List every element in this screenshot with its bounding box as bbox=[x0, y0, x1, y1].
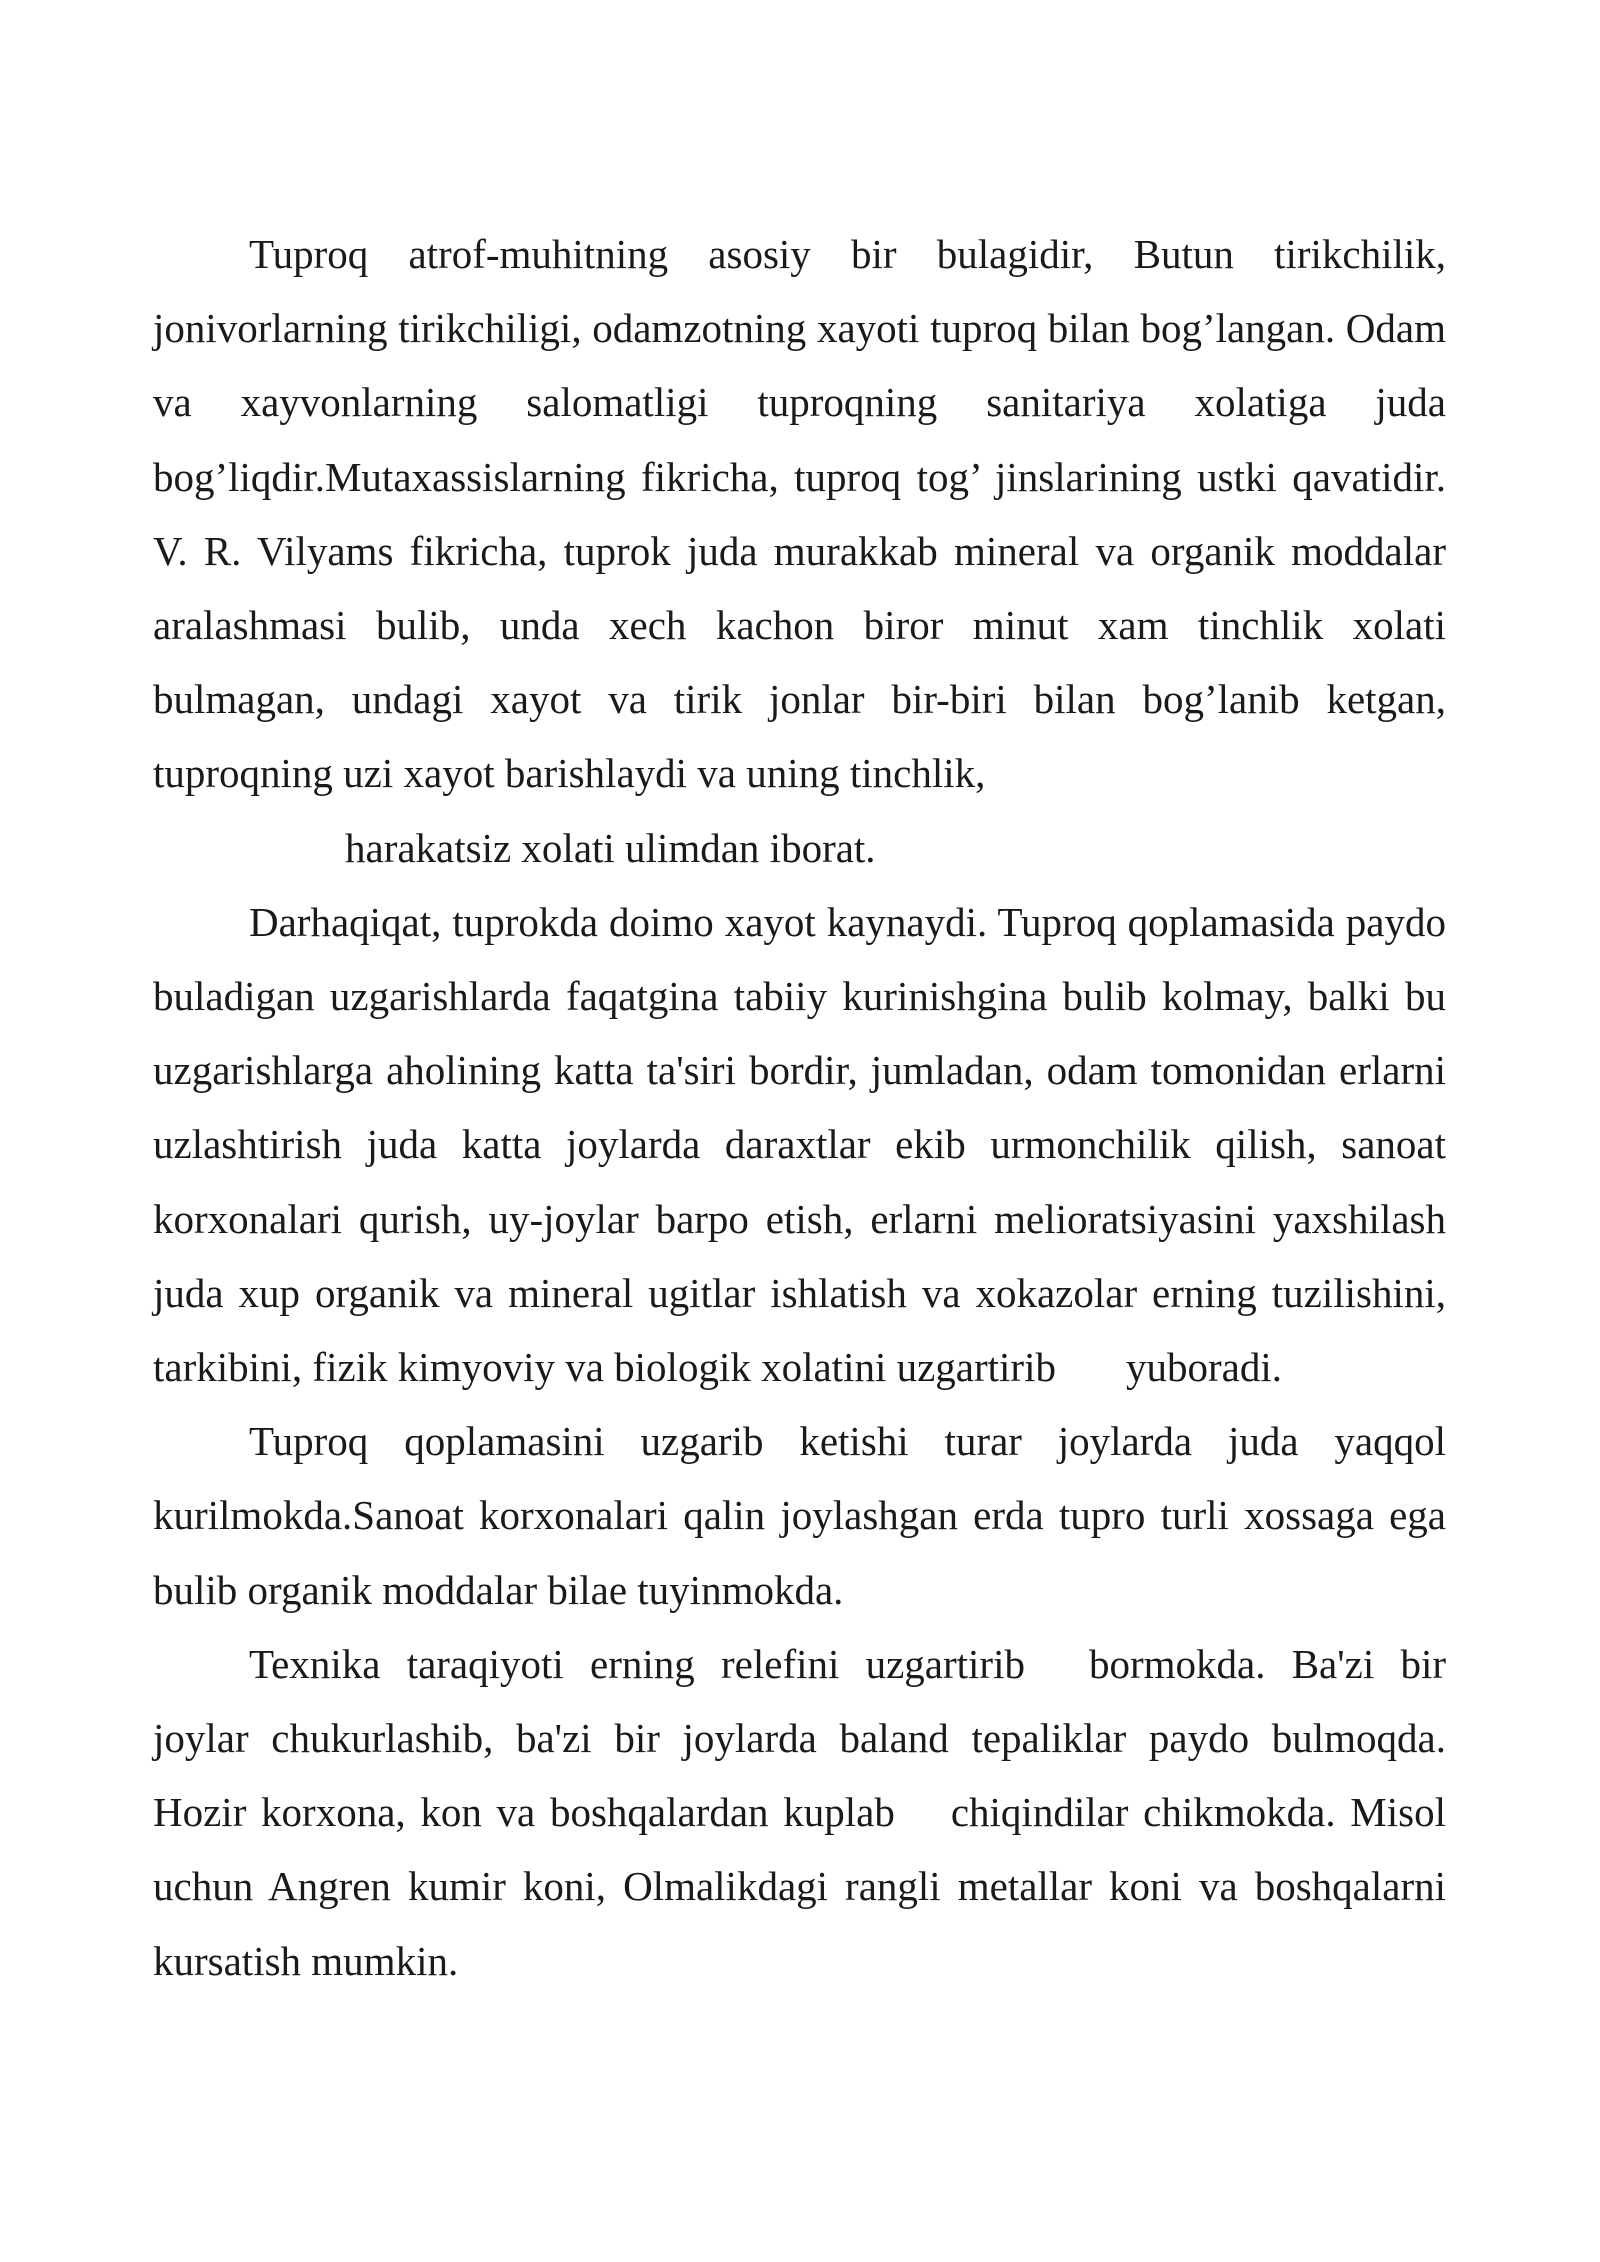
document-body bbox=[153, 217, 1446, 1998]
paragraph-3-start: Tuproq bbox=[249, 1418, 369, 1465]
paragraph-4-start: Texnika taraqiyoti erning relefini uzgartirib bbox=[249, 1640, 1025, 1687]
paragraph-1-tail: harakatsiz xolati ulimdan iborat. bbox=[345, 824, 876, 871]
paragraph-4-mid: chiqindilar bbox=[950, 1789, 1129, 1836]
paragraph-4 bbox=[153, 1627, 1446, 1998]
paragraph-3 bbox=[153, 1404, 1446, 1627]
paragraph-1-text: Tuproq atrof-muhitning asosiy bir bulagidir, Butun tirikchilik, jonivorlarning tirikchiligi, odamzotning xayoti tuproq bilan bog’langan. Odam va xayvonlarning salomatligi tuproqning sanitariya xolatiga juda bog’liqdir.Mutaxassislarning fikricha, tuproq tog’ jinslarining ustki qavatidir. V. R. Vilyams fikricha, tuprok juda murakkab mineral va organik moddalar aralashmasi bulib, unda xech kachon biror minut xam tinchlik xolati bulmagan, undagi xayot va tirik jonlar bir-biri bilan bog’lanib ketgan, tuproqning uzi xayot barishlaydi va uning tinchlik, bbox=[153, 231, 1446, 797]
paragraph-2-text: Darhaqiqat, tuprokda doimo xayot kaynaydi. Tuproq qoplamasida paydo buladigan uzgarishlarda faqatgina tabiiy kurinishgina bulib kolmay, balki bu uzgarishlarga aholining katta ta'siri bordir, jumladan, odam tomonidan erlarni uzlashtirish juda katta joylarda daraxtlar ekib urmonchilik qilish, sanoat korxonalari qurish, uy-joylar barpo etish, erlarni melioratsiyasini yaxshilash juda xup organik va mineral ugitlar ishlatish va xokazolar erning tuzilishini, tarkibini, fizik kimyoviy va biologik xolatini uzgartirib bbox=[153, 898, 1446, 1391]
paragraph-4-text: bormokda. Ba'zi bir joylar chukurlashib, ba'zi bir joylarda baland tepaliklar paydo bulmoqda. Hozir korxona, kon va boshqalardan kuplab bbox=[153, 1640, 1446, 1836]
paragraph-1 bbox=[153, 217, 1446, 885]
paragraph-4-end: chikmokda. Misol uchun Angren kumir koni, Olmalikdagi rangli metallar koni va boshqalarni kursatish mumkin. bbox=[153, 1789, 1446, 1984]
paragraph-3-text: qoplamasini uzgarib ketishi turar joylarda juda yaqqol kurilmokda.Sanoat korxonalari qalin joylashgan erda tupro turli xossaga ega bulib organik moddalar bilae tuyinmokda. bbox=[153, 1418, 1446, 1613]
paragraph-2 bbox=[153, 885, 1446, 1404]
paragraph-2-end: yuboradi. bbox=[1125, 1344, 1282, 1391]
